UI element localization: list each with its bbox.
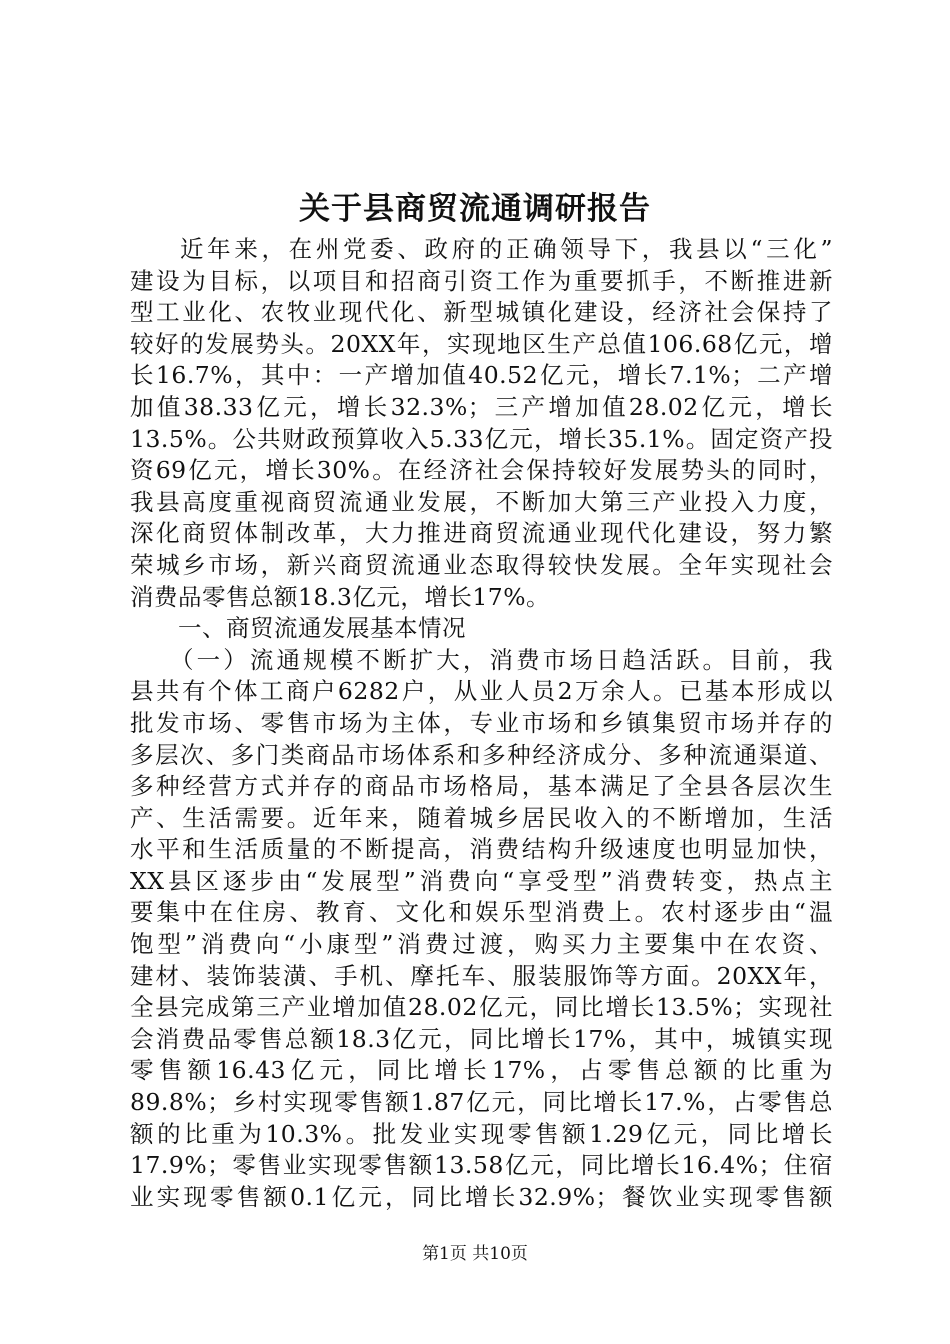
section-heading: 一、商贸流通发展基本情况 bbox=[178, 614, 466, 643]
document-title: 关于县商贸流通调研报告 bbox=[299, 191, 651, 227]
text-line: XX县区逐步由“发展型”消费向“享受型”消费转变，热点主 bbox=[130, 866, 833, 895]
text-line: 89.8%；乡村实现零售额1.87亿元，同比增长17.%，占零售总 bbox=[130, 1088, 833, 1117]
text-line: 13.5%。公共财政预算收入5.33亿元，增长35.1%。固定资产投 bbox=[130, 424, 833, 453]
text-line: 批发市场、零售市场为主体，专业市场和乡镇集贸市场并存的 bbox=[130, 708, 833, 737]
text-line: 加值38.33亿元，增长32.3%；三产增加值28.02亿元，增长 bbox=[130, 392, 833, 421]
page-number: 第1页 共10页 bbox=[422, 1244, 528, 1264]
text-line: 消费品零售总额18.3亿元，增长17%。 bbox=[130, 582, 551, 611]
text-line: 较好的发展势头。20XX年，实现地区生产总值106.68亿元，增 bbox=[130, 329, 833, 358]
text-line: 县共有个体工商户6282户，从业人员2万余人。已基本形成以 bbox=[130, 677, 833, 706]
text-line: 我县高度重视商贸流通业发展，不断加大第三产业投入力度， bbox=[130, 487, 833, 516]
text-line: （一）流通规模不断扩大，消费市场日趋活跃。目前，我 bbox=[170, 645, 833, 674]
text-line: 额的比重为10.3%。批发业实现零售额1.29亿元，同比增长 bbox=[130, 1119, 833, 1148]
text-line: 多层次、多门类商品市场体系和多种经济成分、多种流通渠道、 bbox=[130, 740, 833, 769]
text-line: 零售额16.43亿元，同比增长17%，占零售总额的比重为 bbox=[130, 1056, 833, 1085]
text-line: 17.9%；零售业实现零售额13.58亿元，同比增长16.4%；住宿 bbox=[130, 1151, 833, 1180]
text-line: 长16.7%，其中：一产增加值40.52亿元，增长7.1%；二产增 bbox=[130, 361, 833, 390]
text-line: 深化商贸体制改革，大力推进商贸流通业现代化建设，努力繁 bbox=[130, 519, 833, 548]
text-line: 产、生活需要。近年来，随着城乡居民收入的不断增加，生活 bbox=[130, 803, 833, 832]
text-line: 型工业化、农牧业现代化、新型城镇化建设，经济社会保持了 bbox=[130, 298, 833, 327]
text-line: 荣城乡市场，新兴商贸流通业态取得较快发展。全年实现社会 bbox=[130, 550, 833, 579]
text-line: 资69亿元，增长30%。在经济社会保持较好发展势头的同时， bbox=[130, 456, 833, 485]
text-line: 业实现零售额0.1亿元，同比增长32.9%；餐饮业实现零售额 bbox=[130, 1182, 833, 1211]
text-line: 建设为目标，以项目和招商引资工作为重要抓手，不断推进新 bbox=[130, 266, 833, 295]
text-line: 要集中在住房、教育、文化和娱乐型消费上。农村逐步由“温 bbox=[130, 898, 833, 927]
text-line: 水平和生活质量的不断提高，消费结构升级速度也明显加快， bbox=[130, 835, 833, 864]
text-line: 近年来，在州党委、政府的正确领导下，我县以“三化” bbox=[180, 235, 833, 263]
document-body bbox=[130, 234, 833, 1213]
text-line: 建材、装饰装潢、手机、摩托车、服装服饰等方面。20XX年， bbox=[130, 961, 833, 990]
text-line: 全县完成第三产业增加值28.02亿元，同比增长13.5%；实现社 bbox=[130, 993, 833, 1022]
text-line: 饱型”消费向“小康型”消费过渡，购买力主要集中在农资、 bbox=[130, 930, 833, 959]
text-line: 多种经营方式并存的商品市场格局，基本满足了全县各层次生 bbox=[130, 772, 833, 801]
text-line: 会消费品零售总额18.3亿元，同比增长17%，其中，城镇实现 bbox=[130, 1024, 833, 1053]
